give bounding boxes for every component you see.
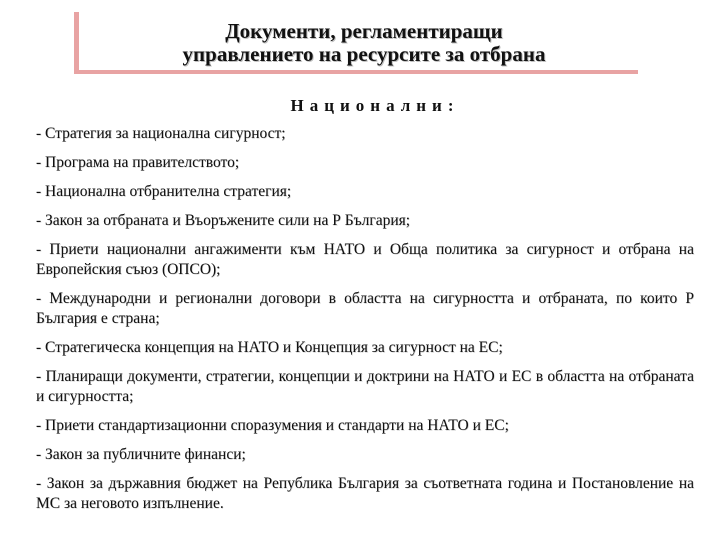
list-item: - Закон за държавния бюджет на Република България за съответната година и Постановление на МС за неговото изпълнение. xyxy=(36,475,694,512)
list-item: - Закон за публичните финанси; xyxy=(36,446,246,463)
list-item: - Стратегия за национална сигурност; xyxy=(36,125,286,142)
list-item: - Приети стандартизационни споразумения и стандарти на НАТО и ЕС; xyxy=(36,417,509,434)
section-subheading: Национални: xyxy=(290,96,460,115)
list-item: - Национална отбранителна стратегия; xyxy=(36,183,292,200)
slide-title xyxy=(94,20,634,66)
list-item: - Приети национални ангажименти към НАТО и Обща политика за сигурност и отбрана на Европейския съюз (ОПСО); xyxy=(36,241,694,278)
list-item: - Стратегическа концепция на НАТО и Концепция за сигурност на ЕС; xyxy=(36,339,503,356)
title-frame xyxy=(74,12,638,74)
title-accent-bar-bottom xyxy=(74,70,638,74)
list-item: - Закон за отбраната и Въоръжените сили на Р България; xyxy=(36,212,411,229)
slide-title-line1: Документи, регламентиращи xyxy=(225,19,503,43)
document-list xyxy=(36,124,694,523)
title-accent-bar-left xyxy=(74,12,79,74)
slide-title-line2: управлението на ресурсите за отбрана xyxy=(182,42,546,66)
list-item: - Програма на правителството; xyxy=(36,154,240,171)
list-item: - Международни и регионални договори в областта на сигурността и отбраната, по които Р България е страна; xyxy=(36,290,694,327)
list-item: - Планиращи документи, стратегии, концепции и доктрини на НАТО и ЕС в областта на отбраната и сигурността; xyxy=(36,368,694,405)
